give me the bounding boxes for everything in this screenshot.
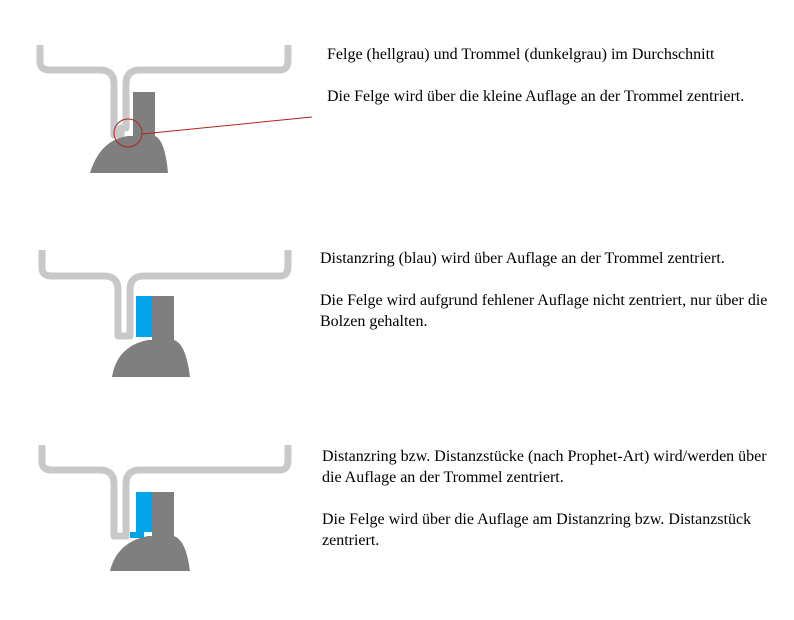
diagram-2 — [42, 250, 288, 377]
spacer-ring-2 — [136, 296, 152, 337]
description-1-line-2: Die Felge wird über die kleine Auflage an der Trommel zentriert. — [327, 88, 745, 105]
description-1-line-1: Felge (hellgrau) und Trommel (dunkelgrau) im Durchschnitt — [327, 46, 715, 63]
description-3-line-2: Die Felge wird über die Auflage am Distanzring bzw. Distanzstück zentriert. — [322, 511, 752, 549]
description-1 — [327, 44, 787, 107]
description-2-line-2: Die Felge wird aufgrund fehlener Auflage nicht zentriert, nur über die Bolzen gehalten. — [320, 292, 768, 330]
description-3 — [322, 446, 782, 551]
spacer-piece-3 — [130, 492, 152, 538]
description-3-line-1: Distanzring bzw. Distanzstücke (nach Prophet-Art) wird/werden über die Auflage an der Trommel zentriert. — [322, 448, 767, 486]
diagram-1 — [40, 45, 312, 173]
callout-line — [142, 117, 312, 134]
description-2 — [320, 248, 780, 332]
rim-cross-section-1 — [40, 45, 288, 135]
description-2-line-1: Distanzring (blau) wird über Auflage an der Trommel zentriert. — [320, 250, 725, 267]
diagram-3 — [42, 445, 288, 571]
